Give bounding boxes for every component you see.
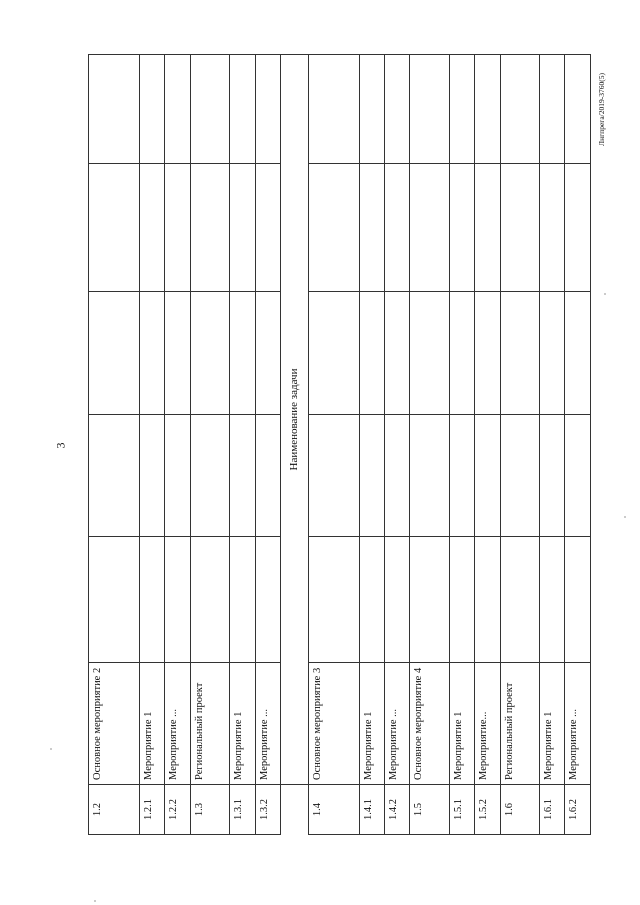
- scan-speck: [50, 748, 52, 750]
- empty-cell: [449, 292, 474, 415]
- empty-cell: [539, 415, 564, 537]
- table-row: [500, 55, 539, 835]
- empty-cell: [165, 292, 190, 415]
- empty-cell: [565, 537, 591, 663]
- table-row: [308, 55, 359, 835]
- empty-cell: [565, 55, 591, 164]
- empty-cell: [410, 537, 449, 663]
- empty-cell: [190, 292, 229, 415]
- empty-cell: [475, 164, 500, 292]
- empty-cell: [165, 537, 190, 663]
- empty-cell: [255, 415, 280, 537]
- empty-cell: [410, 164, 449, 292]
- scan-speck: [94, 900, 96, 902]
- rotated-table-container: [88, 55, 591, 835]
- row-name: Мероприятие...: [475, 663, 500, 785]
- empty-cell: [255, 537, 280, 663]
- empty-cell: [308, 55, 359, 164]
- empty-cell: [410, 55, 449, 164]
- row-name: Мероприятие ...: [255, 663, 280, 785]
- scan-speck: [624, 516, 626, 518]
- empty-cell: [255, 292, 280, 415]
- row-number: 1.6.2: [565, 785, 591, 835]
- table-body: [89, 55, 591, 835]
- empty-cell: [308, 415, 359, 537]
- empty-cell: [475, 55, 500, 164]
- row-name: Региональный проект: [500, 663, 539, 785]
- empty-cell: [449, 164, 474, 292]
- empty-cell: [359, 164, 384, 292]
- table-row: [89, 55, 140, 835]
- task-row-gap: [280, 785, 308, 835]
- empty-cell: [308, 292, 359, 415]
- empty-cell: [410, 292, 449, 415]
- row-number: 1.5.2: [475, 785, 500, 835]
- empty-cell: [165, 55, 190, 164]
- row-number: 1.5: [410, 785, 449, 835]
- table-row: [565, 55, 591, 835]
- row-number: 1.2.2: [165, 785, 190, 835]
- empty-cell: [165, 415, 190, 537]
- empty-cell: [500, 164, 539, 292]
- table-row: [230, 55, 255, 835]
- empty-cell: [230, 164, 255, 292]
- empty-cell: [475, 292, 500, 415]
- table-row: [255, 55, 280, 835]
- empty-cell: [89, 292, 140, 415]
- empty-cell: [359, 537, 384, 663]
- row-name: Мероприятие ...: [385, 663, 410, 785]
- row-number: 1.3: [190, 785, 229, 835]
- footer-code: Лнгпрега/2019-3760(5): [597, 72, 606, 146]
- empty-cell: [539, 292, 564, 415]
- empty-cell: [190, 415, 229, 537]
- row-name: Региональный проект: [190, 663, 229, 785]
- task-row: [280, 55, 308, 835]
- empty-cell: [139, 537, 164, 663]
- empty-cell: [89, 55, 140, 164]
- empty-cell: [449, 55, 474, 164]
- scan-speck: [604, 293, 606, 295]
- empty-cell: [139, 415, 164, 537]
- empty-cell: [565, 415, 591, 537]
- row-number: 1.2.1: [139, 785, 164, 835]
- empty-cell: [385, 415, 410, 537]
- empty-cell: [165, 164, 190, 292]
- empty-cell: [190, 55, 229, 164]
- empty-cell: [230, 415, 255, 537]
- empty-cell: [190, 537, 229, 663]
- empty-cell: [500, 415, 539, 537]
- table-row: [165, 55, 190, 835]
- empty-cell: [139, 164, 164, 292]
- table-row: [410, 55, 449, 835]
- empty-cell: [139, 55, 164, 164]
- empty-cell: [385, 537, 410, 663]
- empty-cell: [308, 164, 359, 292]
- row-name: Мероприятие 1: [539, 663, 564, 785]
- table-row: [539, 55, 564, 835]
- empty-cell: [539, 55, 564, 164]
- row-number: 1.4.1: [359, 785, 384, 835]
- table-row: [449, 55, 474, 835]
- row-number: 1.4.2: [385, 785, 410, 835]
- empty-cell: [190, 164, 229, 292]
- empty-cell: [385, 292, 410, 415]
- row-number: 1.6.1: [539, 785, 564, 835]
- row-number: 1.2: [89, 785, 140, 835]
- row-name: Основное мероприятие 2: [89, 663, 140, 785]
- empty-cell: [89, 415, 140, 537]
- row-name: Мероприятие 1: [359, 663, 384, 785]
- row-name: Мероприятие 1: [230, 663, 255, 785]
- row-number: 1.3.1: [230, 785, 255, 835]
- empty-cell: [449, 537, 474, 663]
- task-name-cell: Наименование задачи: [280, 55, 308, 785]
- row-number: 1.3.2: [255, 785, 280, 835]
- empty-cell: [255, 55, 280, 164]
- empty-cell: [385, 164, 410, 292]
- activities-table: [88, 54, 591, 835]
- empty-cell: [539, 164, 564, 292]
- table-row: [139, 55, 164, 835]
- empty-cell: [230, 537, 255, 663]
- table-row: [475, 55, 500, 835]
- row-name: Мероприятие ...: [565, 663, 591, 785]
- empty-cell: [230, 55, 255, 164]
- empty-cell: [449, 415, 474, 537]
- row-name: Мероприятие 1: [139, 663, 164, 785]
- empty-cell: [500, 537, 539, 663]
- page-number: 3: [53, 442, 68, 449]
- empty-cell: [89, 164, 140, 292]
- row-number: 1.4: [308, 785, 359, 835]
- empty-cell: [565, 292, 591, 415]
- empty-cell: [230, 292, 255, 415]
- empty-cell: [410, 415, 449, 537]
- empty-cell: [359, 55, 384, 164]
- row-name: Основное мероприятие 3: [308, 663, 359, 785]
- row-number: 1.5.1: [449, 785, 474, 835]
- empty-cell: [359, 292, 384, 415]
- row-name: Мероприятие 1: [449, 663, 474, 785]
- empty-cell: [89, 537, 140, 663]
- row-number: 1.6: [500, 785, 539, 835]
- empty-cell: [359, 415, 384, 537]
- empty-cell: [385, 55, 410, 164]
- empty-cell: [308, 537, 359, 663]
- empty-cell: [565, 164, 591, 292]
- empty-cell: [139, 292, 164, 415]
- table-row: [190, 55, 229, 835]
- row-name: Мероприятие ...: [165, 663, 190, 785]
- table-row: [359, 55, 384, 835]
- row-name: Основное мероприятие 4: [410, 663, 449, 785]
- empty-cell: [475, 415, 500, 537]
- empty-cell: [475, 537, 500, 663]
- empty-cell: [500, 292, 539, 415]
- table-row: [385, 55, 410, 835]
- empty-cell: [255, 164, 280, 292]
- empty-cell: [500, 55, 539, 164]
- empty-cell: [539, 537, 564, 663]
